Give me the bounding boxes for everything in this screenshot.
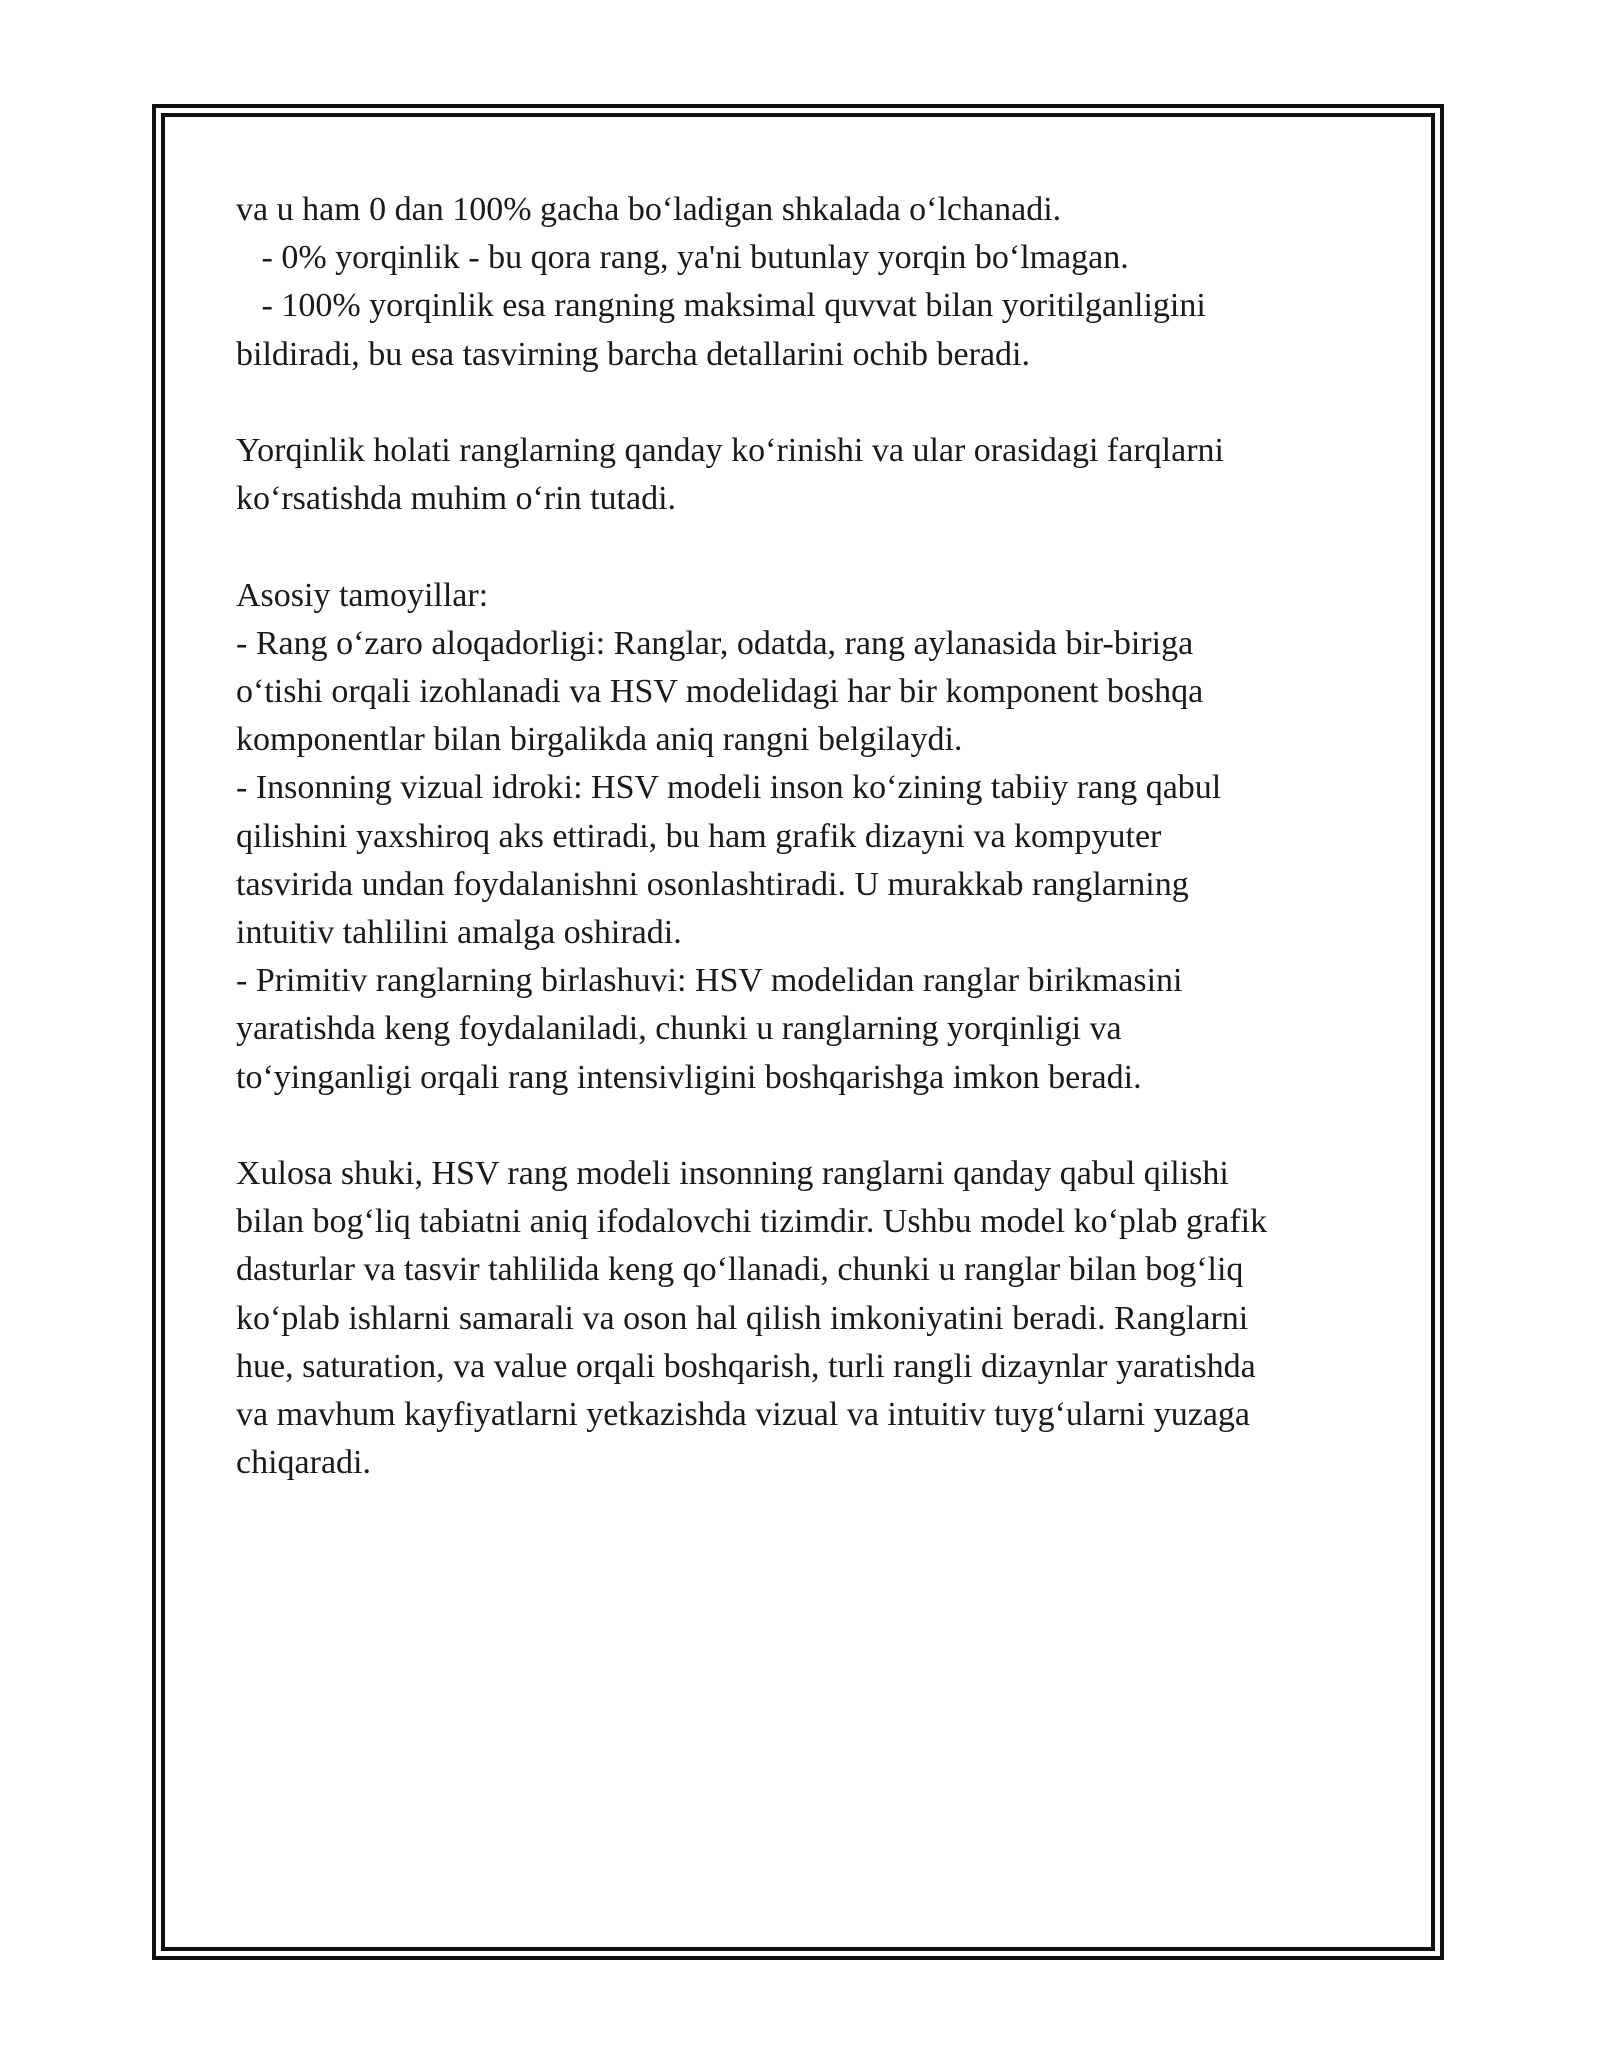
text-line: chiqaradi. [236,1444,371,1482]
paragraph-spacer [236,523,1366,571]
text-line: qilishini yaxshiroq aks ettiradi, bu ham grafik dizayni va kompyuter [236,817,1162,855]
text-line: - Rang o‘zaro aloqadorligi: Ranglar, odatda, rang aylanasida bir-biriga [236,624,1194,662]
text-line: bildiradi, bu esa tasvirning barcha detallarini ochib beradi. [236,335,1031,373]
paragraph-principles [236,572,1366,1102]
text-line: tasvirida undan foydalanishni osonlashtiradi. U murakkab ranglarning [236,865,1189,903]
text-line: va mavhum kayfiyatlarni yetkazishda vizual va intuitiv tuyg‘ularni yuzaga [236,1396,1251,1434]
text-line: - Primitiv ranglarning birlashuvi: HSV modelidan ranglar birikmasini [236,962,1183,1000]
text-line: dasturlar va tasvir tahlilida keng qo‘llanadi, chunki u ranglar bilan bog‘liq [236,1251,1244,1289]
section-heading: Asosiy tamoyillar: [236,576,489,614]
text-line: yaratishda keng foydalaniladi, chunki u ranglarning yorqinligi va [236,1010,1122,1048]
text-line: Xulosa shuki, HSV rang modeli insonning ranglarni qanday qabul qilishi [236,1155,1229,1193]
text-line: o‘tishi orqali izohlanadi va HSV modelidagi har bir komponent boshqa [236,673,1204,710]
paragraph-spacer [236,1102,1366,1150]
text-line: - 0% yorqinlik - bu qora rang, ya'ni butunlay yorqin bo‘lmagan. [236,239,1129,277]
text-line: bilan bog‘liq tabiatni aniq ifodalovchi tizimdir. Ushbu model ko‘plab grafik [236,1203,1268,1241]
text-line: to‘yinganligi orqali rang intensivligini boshqarishga imkon beradi. [236,1058,1142,1096]
text-line: - Insonning vizual idroki: HSV modeli inson ko‘zining tabiiy rang qabul [236,769,1222,807]
paragraph-brightness-importance [236,427,1366,523]
paragraph-brightness-scale [236,186,1366,379]
text-line: hue, saturation, va value orqali boshqarish, turli rangli dizaynlar yaratishda [236,1347,1256,1385]
text-line: komponentlar bilan birgalikda aniq rangni belgilaydi. [236,721,963,759]
text-line: ko‘plab ishlarni samarali va oson hal qilish imkoniyatini beradi. Ranglarni [236,1299,1249,1337]
text-line: Yorqinlik holati ranglarning qanday ko‘rinishi va ular orasidagi farqlarni [236,432,1224,469]
text-line: - 100% yorqinlik esa rangning maksimal quvvat bilan yoritilganligini [236,287,1206,325]
text-line: intuitiv tahlilini amalga oshiradi. [236,914,682,952]
document-body [236,186,1366,1487]
paragraph-spacer [236,379,1366,427]
text-line: ko‘rsatishda muhim o‘rin tutadi. [236,480,677,518]
paragraph-conclusion [236,1150,1366,1487]
text-line: va u ham 0 dan 100% gacha bo‘ladigan shkalada o‘lchanadi. [236,191,1062,228]
